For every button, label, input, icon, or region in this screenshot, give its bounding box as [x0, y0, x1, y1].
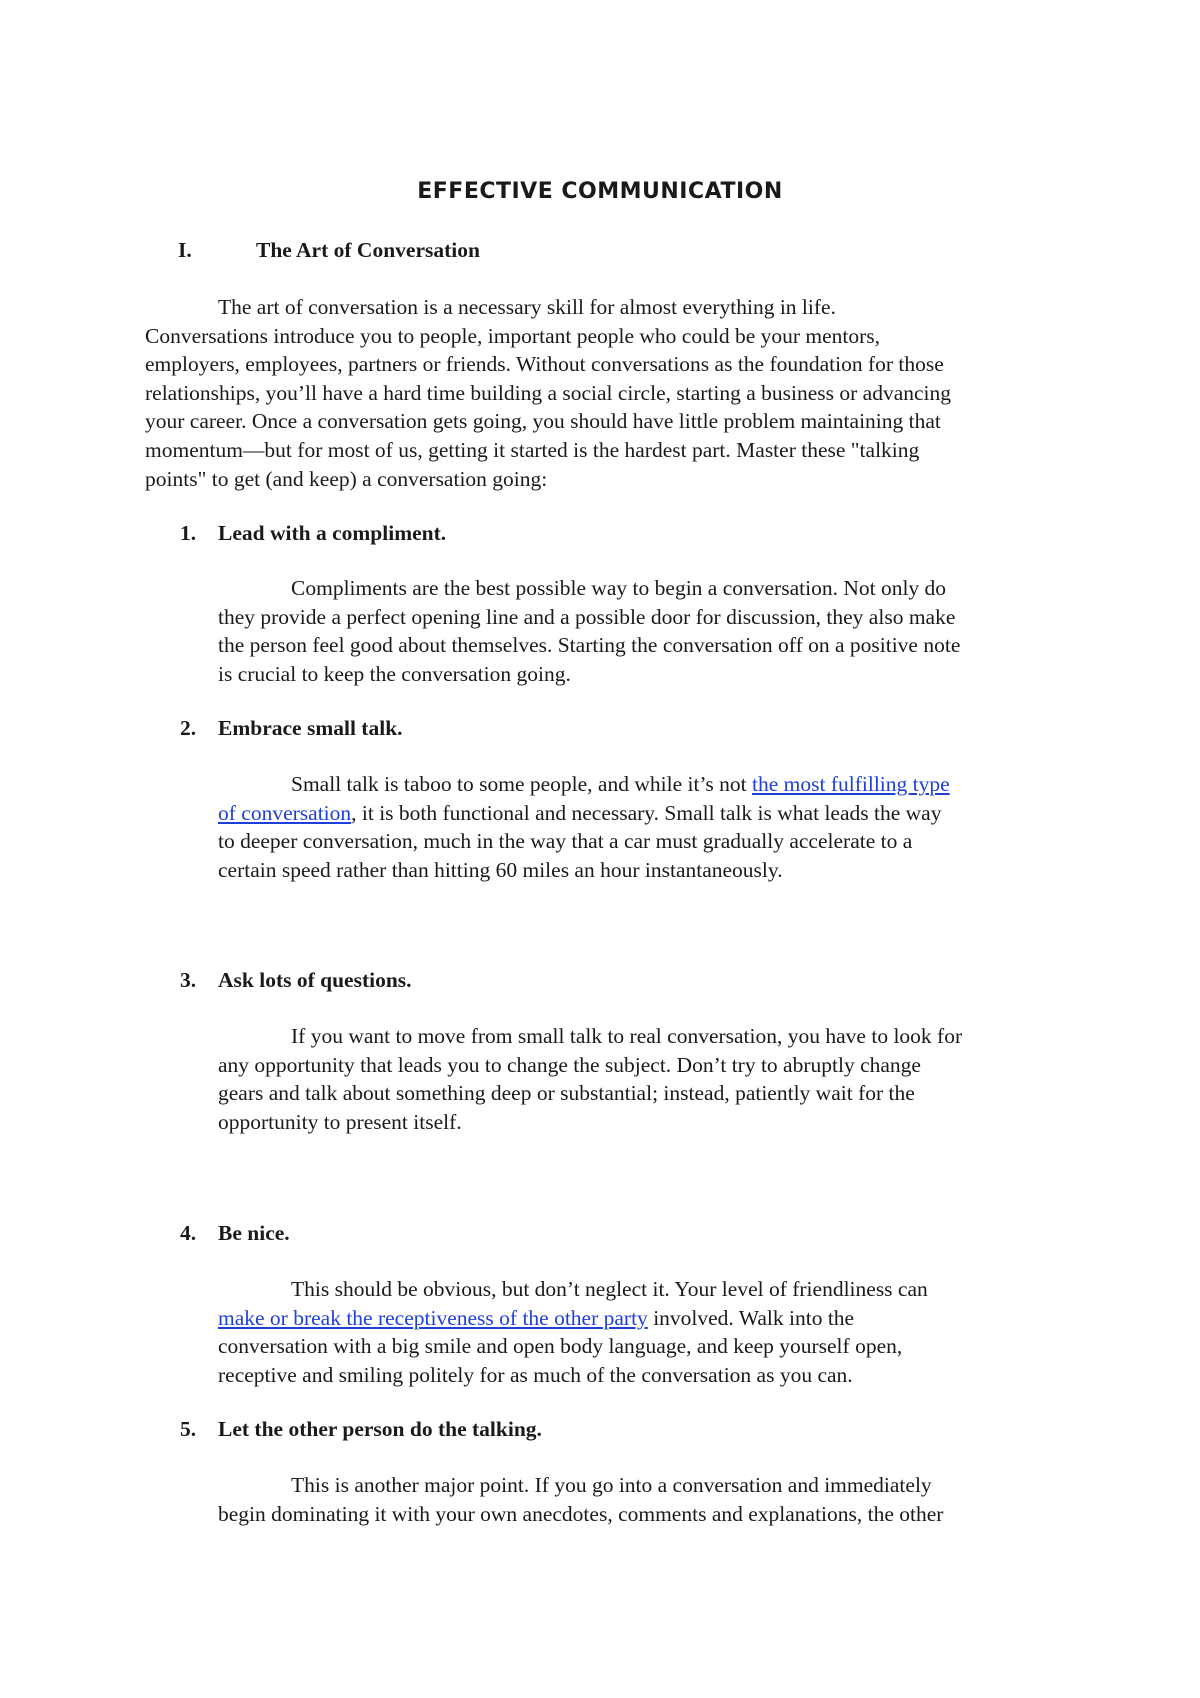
section-title: The Art of Conversation [256, 238, 480, 262]
list-item-number: 1. [180, 521, 197, 545]
body-line-end: , it is both functional and necessary. Small talk is what leads the way [351, 800, 942, 825]
intro-line: employers, employees, partners or friends. Without conversations as the foundation for those [145, 352, 944, 377]
list-item-heading: Lead with a compliment. [218, 521, 447, 545]
document-title: EFFECTIVE COMMUNICATION [417, 179, 783, 204]
body-line: begin dominating it with your own anecdotes, comments and explanations, the other [218, 1501, 944, 1526]
body-line: gears and talk about something deep or substantial; instead, patiently wait for the [218, 1081, 915, 1106]
list-item-body [218, 770, 1073, 884]
list-item-number: 4. [180, 1221, 197, 1245]
list-item-body [218, 1471, 1073, 1528]
intro-line: points" to get (and keep) a conversation going: [145, 466, 548, 491]
body-line: to deeper conversation, much in the way that a car must gradually accelerate to a [218, 829, 913, 854]
list-item-title [180, 714, 403, 742]
body-line: they provide a perfect opening line and a possible door for discussion, they also make [218, 604, 956, 629]
list-item-title [180, 1415, 542, 1443]
list-item-heading: Embrace small talk. [218, 716, 403, 740]
body-line: Compliments are the best possible way to begin a conversation. Not only do [291, 576, 947, 600]
list-item-body [218, 574, 1073, 688]
list-item-number: 3. [180, 968, 197, 992]
list-item-number: 5. [180, 1417, 197, 1441]
body-line: If you want to move from small talk to real conversation, you have to look for [291, 1024, 963, 1048]
section-heading [178, 236, 480, 264]
list-item-heading: Be nice. [218, 1221, 290, 1245]
intro-line: momentum—but for most of us, getting it started is the hardest part. Master these "talking [145, 437, 920, 462]
body-line: certain speed rather than hitting 60 miles an hour instantaneously. [218, 857, 783, 882]
body-line: receptive and smiling politely for as much of the conversation as you can. [218, 1362, 853, 1387]
list-item-heading: Ask lots of questions. [218, 968, 412, 992]
body-line: any opportunity that leads you to change the subject. Don’t try to abruptly change [218, 1052, 921, 1077]
body-line: This is another major point. If you go into a conversation and immediately [291, 1473, 932, 1497]
intro-line: Conversations introduce you to people, important people who could be your mentors, [145, 323, 881, 348]
fulfilling-conversation-link-cont[interactable]: of conversation [218, 800, 352, 825]
body-line: is crucial to keep the conversation going. [218, 661, 571, 686]
list-item-title [180, 1219, 290, 1247]
list-item-heading: Let the other person do the talking. [218, 1417, 542, 1441]
fulfilling-conversation-link[interactable]: the most fulfilling type [752, 772, 950, 796]
list-item-number: 2. [180, 716, 197, 740]
body-line-end: involved. Walk into the [647, 1305, 855, 1330]
list-item-title [180, 966, 412, 994]
body-line-start: Small talk is taboo to some people, and while it’s not [291, 772, 753, 796]
intro-line: The art of conversation is a necessary skill for almost everything in life. [218, 295, 836, 319]
intro-paragraph [145, 293, 1065, 493]
body-line: This should be obvious, but don’t neglect it. Your level of friendliness can [291, 1277, 928, 1301]
list-item-body [218, 1022, 1073, 1136]
body-line: opportunity to present itself. [218, 1109, 462, 1134]
section-number: I. [178, 238, 192, 262]
body-line: the person feel good about themselves. Starting the conversation off on a positive note [218, 633, 961, 658]
body-line: conversation with a big smile and open body language, and keep yourself open, [218, 1334, 903, 1359]
intro-line: relationships, you’ll have a hard time building a social circle, starting a business or advancing [145, 380, 952, 405]
list-item-title [180, 519, 446, 547]
receptiveness-link[interactable]: make or break the receptiveness of the other party [218, 1305, 648, 1330]
intro-line: your career. Once a conversation gets going, you should have little problem maintaining that [145, 409, 941, 434]
list-item-body [218, 1275, 1073, 1389]
